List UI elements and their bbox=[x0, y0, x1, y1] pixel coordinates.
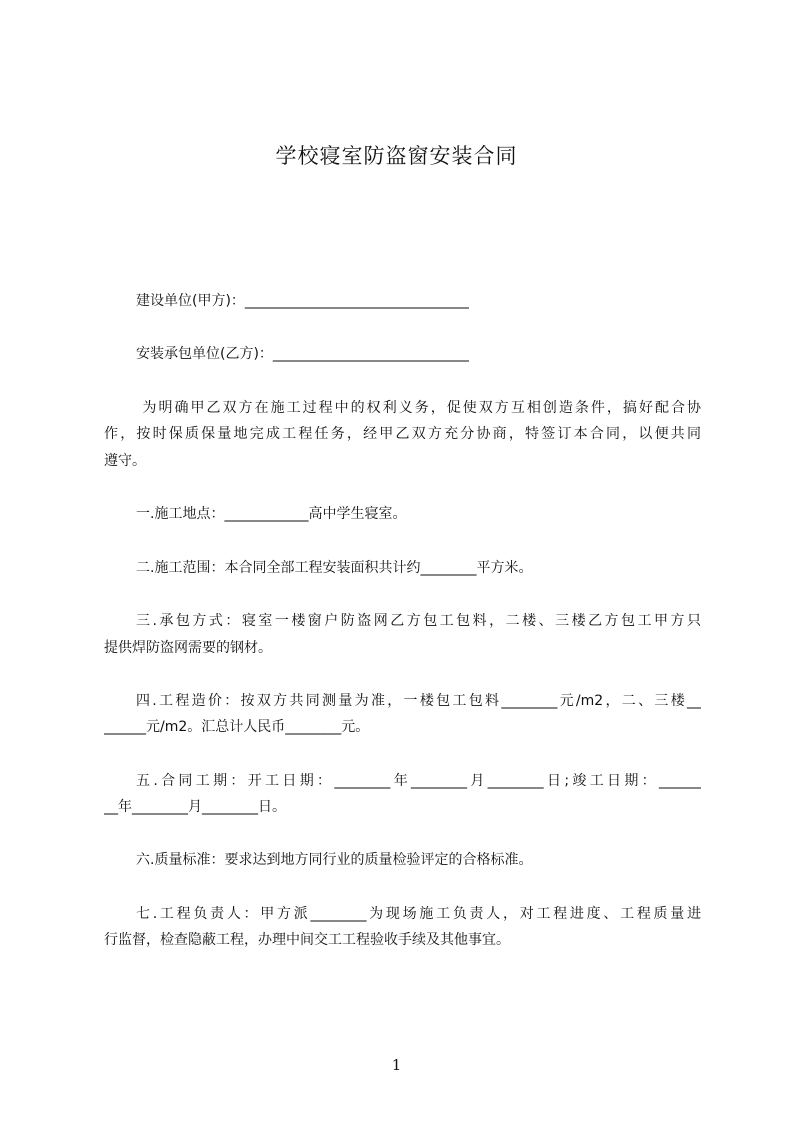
clause-1-site: 一.施工地点：____________高中学生寝室。 bbox=[136, 506, 407, 522]
clause-6-quality: 六.质量标准：要求达到地方同行业的质量检验评定的合格标准。 bbox=[136, 852, 533, 868]
clause-7-supervisor-line-1: 七.工程负责人：甲方派________为现场施工负责人，对工程进度、工程质量进 bbox=[136, 906, 701, 922]
intro-paragraph-line-3: 遵守。 bbox=[104, 453, 146, 469]
clause-5-schedule-line-1: 五.合同工期：开工日期：________年________月________日;竣工日期：______ bbox=[136, 773, 701, 789]
intro-paragraph-line-2: 作，按时保质保量地完成工程任务，经甲乙双方充分协商，特签订本合同，以便共同 bbox=[104, 426, 701, 442]
party-b-line: 安装承包单位(乙方)：____________________________ bbox=[136, 346, 469, 362]
document-title: 学校寝室防盗窗安装合同 bbox=[275, 144, 518, 168]
clause-3-contract-method-line-1: 三.承包方式：寝室一楼窗户防盗网乙方包工包料，二楼、三楼乙方包工甲方只 bbox=[136, 613, 701, 629]
clause-5-schedule-line-2: __年________月________日。 bbox=[104, 799, 286, 815]
clause-4-cost-line-1: 四.工程造价：按双方共同测量为准，一楼包工包料________元/m2，二、三楼__ bbox=[136, 693, 701, 709]
page-number: 1 bbox=[391, 1056, 402, 1074]
party-a-line: 建设单位(甲方)：________________________________ bbox=[136, 293, 469, 309]
clause-7-supervisor-line-2: 行监督，检查隐蔽工程，办理中间交工工程验收手续及其他事宜。 bbox=[104, 932, 510, 948]
clause-3-contract-method-line-2: 提供焊防盗网需要的钢材。 bbox=[104, 640, 272, 656]
clause-4-cost-line-2: ______元/m2。汇总计人民币________元。 bbox=[104, 719, 370, 735]
clause-2-scope: 二.施工范围：本合同全部工程安装面积共计约________平方米。 bbox=[136, 560, 533, 576]
intro-paragraph-line-1: 为明确甲乙双方在施工过程中的权利义务，促使双方互相创造条件，搞好配合协 bbox=[136, 400, 701, 416]
